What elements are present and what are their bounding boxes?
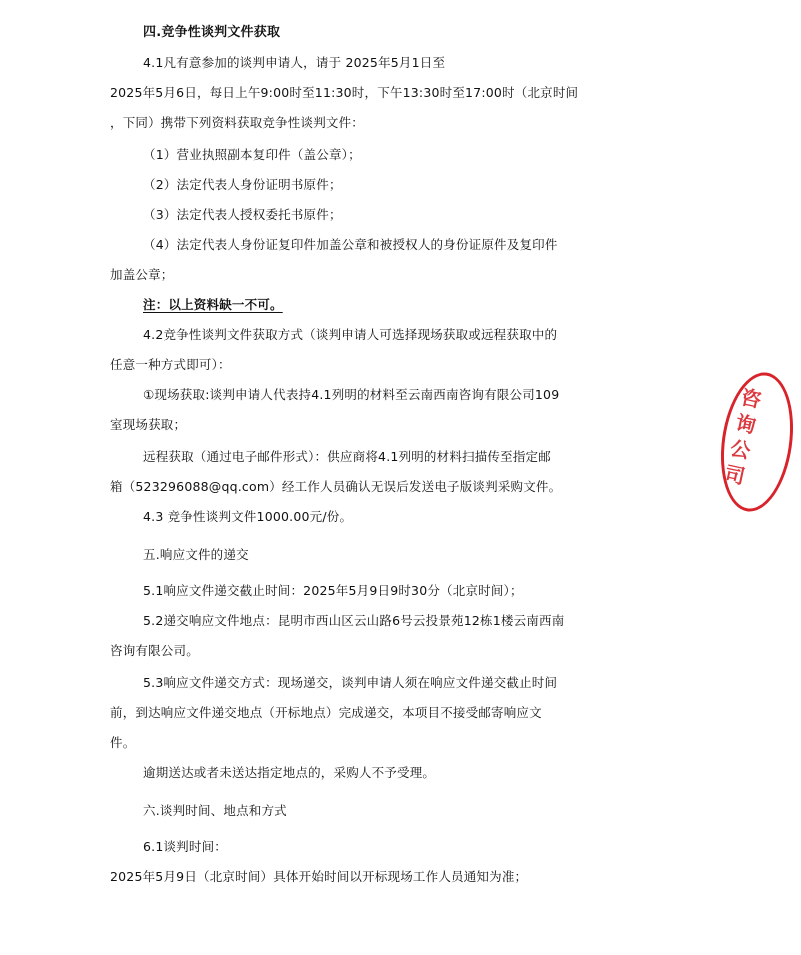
paragraph-line: 4.2竞争性谈判文件获取方式（谈判申请人可选择现场获取或远程获取中的 (143, 327, 558, 342)
paragraph-line: 件。 (110, 735, 136, 750)
paragraph-line: 5.3响应文件递交方式：现场递交，谈判申请人须在响应文件递交截止时间 (143, 675, 558, 690)
paragraph-line: 加盖公章； (110, 267, 174, 282)
section-heading-6: 六.谈判时间、地点和方式 (143, 803, 287, 818)
paragraph-line: 2025年5月9日（北京时间）具体开始时间以开标现场工作人员通知为准； (110, 869, 528, 884)
seal-text: 咨询公司 (722, 384, 764, 489)
list-item: （3）法定代表人授权委托书原件； (143, 207, 342, 222)
paragraph-line: 箱（523296088@qq.com）经工作人员确认无误后发送电子版谈判采购文件。 (110, 479, 562, 494)
section-heading-5: 五.响应文件的递交 (143, 547, 249, 562)
paragraph-line: 6.1谈判时间： (143, 839, 227, 854)
paragraph-line: 室现场获取； (110, 417, 187, 432)
paragraph-line: 前，到达响应文件递交地点（开标地点）完成递交，本项目不接受邮寄响应文 (110, 705, 542, 720)
paragraph-line: 2025年5月6日，每日上午9:00时至11:30时，下午13:30时至17:00时（北京时间 (110, 85, 579, 100)
paragraph-line: 逾期送达或者未送达指定地点的，采购人不予受理。 (143, 765, 436, 780)
paragraph-line: ①现场获取:谈判申请人代表持4.1列明的材料至云南西南咨询有限公司109 (143, 387, 560, 402)
paragraph-line: ，下同）携带下列资料获取竞争性谈判文件： (110, 115, 365, 130)
list-item: （4）法定代表人身份证复印件加盖公章和被授权人的身份证原件及复印件 (143, 237, 558, 252)
section-heading-4: 四.竞争性谈判文件获取 (143, 25, 281, 40)
list-item: （2）法定代表人身份证明书原件； (143, 177, 342, 192)
paragraph-line: 4.1凡有意参加的谈判申请人，请于 2025年5月1日至 (143, 55, 446, 70)
paragraph-line: 5.2递交响应文件地点：昆明市西山区云山路6号云投景苑12栋1楼云南西南 (143, 613, 565, 628)
paragraph-line: 5.1响应文件递交截止时间：2025年5月9日9时30分（北京时间）； (143, 583, 523, 598)
list-item: （1）营业执照副本复印件（盖公章）； (143, 147, 361, 162)
paragraph-line: 远程获取（通过电子邮件形式）：供应商将4.1列明的材料扫描传至指定邮 (143, 449, 551, 464)
note-text: 注：以上资料缺一不可。 (143, 297, 283, 312)
paragraph-line: 任意一种方式即可）： (110, 357, 231, 372)
paragraph-line: 4.3 竞争性谈判文件1000.00元/份。 (143, 509, 353, 524)
paragraph-line: 咨询有限公司。 (110, 643, 199, 658)
